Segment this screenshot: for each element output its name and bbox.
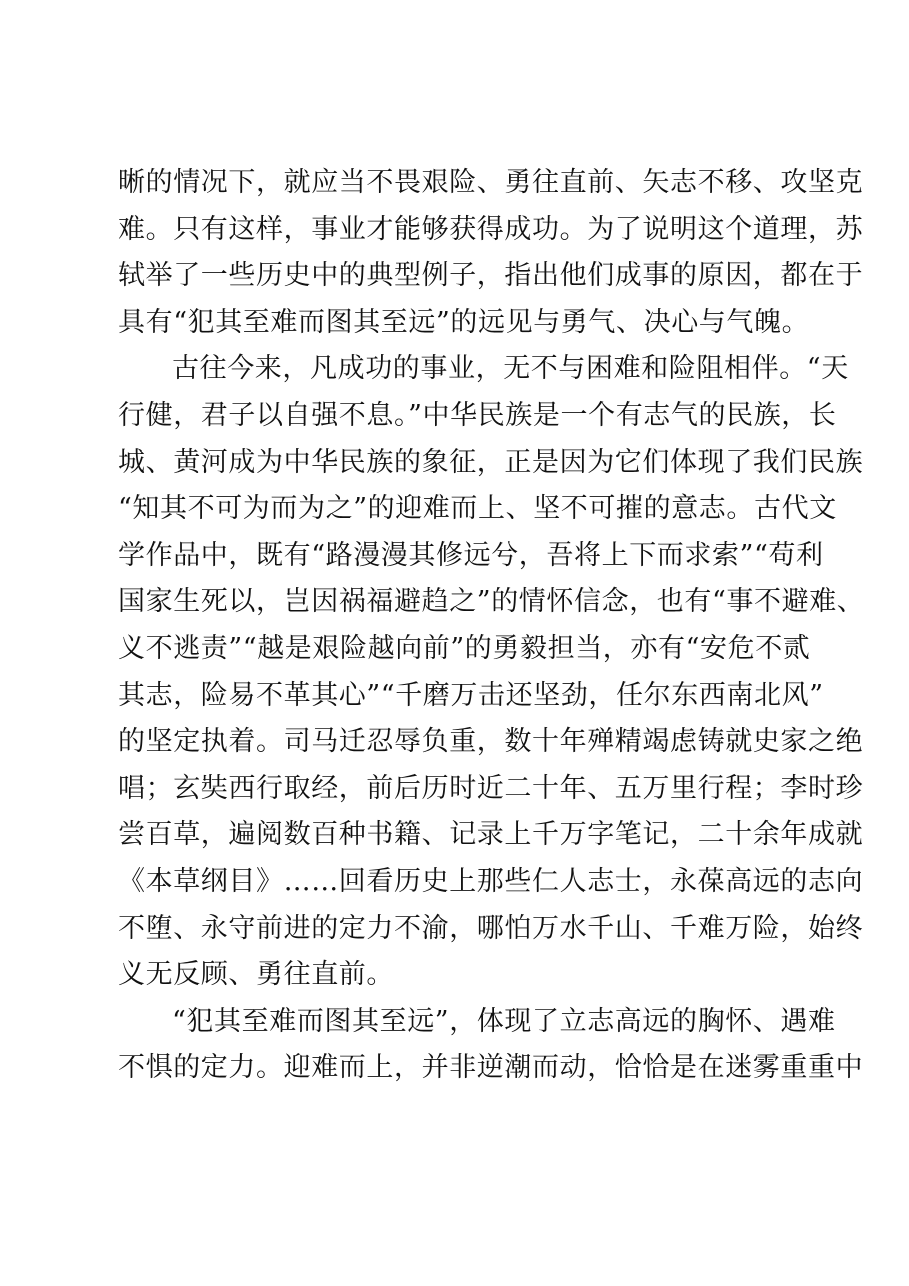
text-line: 尝百草，遍阅数百种书籍、记录上千万字笔记，二十余年成就 bbox=[118, 819, 864, 851]
paragraph-start-line: 古往今来，凡成功的事业，无不与困难和险阻相伴。“天 bbox=[172, 353, 849, 385]
text-line: 《本草纲目》……回看历史上那些仁人志士，永葆高远的志向 bbox=[118, 865, 864, 897]
text-line: 晰的情况下，就应当不畏艰险、勇往直前、矢志不移、攻坚克 bbox=[118, 167, 864, 198]
paragraph-start-line: “犯其至难而图其至远”，体现了立志高远的胸怀、遇难 bbox=[172, 1005, 836, 1037]
text-line: 不惧的定力。迎难而上，并非逆潮而动，恰恰是在迷雾重重中 bbox=[118, 1052, 864, 1084]
text-line: 唱；玄奘西行取经，前后历时近二十年、五万里行程；李时珍 bbox=[118, 772, 864, 804]
text-line: 其志，险易不革其心”“千磨万击还坚劲，任尔东西南北风” bbox=[118, 679, 824, 711]
text-line: “知其不可为而为之”的迎难而上、坚不可摧的意志。古代文 bbox=[118, 493, 837, 525]
text-line: 国家生死以，岂因祸福避趋之”的情怀信念，也有“事不避难、 bbox=[118, 586, 865, 618]
text-line: 具有“犯其至难而图其至远”的远见与勇气、决心与气魄。 bbox=[118, 306, 810, 338]
text-line: 城、黄河成为中华民族的象征，正是因为它们体现了我们民族 bbox=[118, 446, 864, 478]
text-line: 行健，君子以自强不息。”中华民族是一个有志气的民族，长 bbox=[118, 399, 837, 431]
text-line: 不堕、永守前进的定力不渝，哪怕万水千山、千难万险，始终 bbox=[118, 912, 864, 944]
text-line: 轼举了一些历史中的典型例子，指出他们成事的原因，都在于 bbox=[118, 260, 864, 292]
text-line: 的坚定执着。司马迁忍辱负重，数十年殚精竭虑铸就史家之绝 bbox=[118, 726, 864, 758]
text-line: 义无反顾、勇往直前。 bbox=[118, 959, 394, 991]
body-text bbox=[118, 160, 865, 1092]
text-line: 学作品中，既有“路漫漫其修远兮，吾将上下而求索”“苟利 bbox=[118, 539, 824, 571]
text-line: 义不逃责”“越是艰险越向前”的勇毅担当，亦有“安危不贰 bbox=[118, 632, 811, 664]
text-line: 难。只有这样，事业才能够获得成功。为了说明这个道理，苏 bbox=[118, 213, 864, 245]
